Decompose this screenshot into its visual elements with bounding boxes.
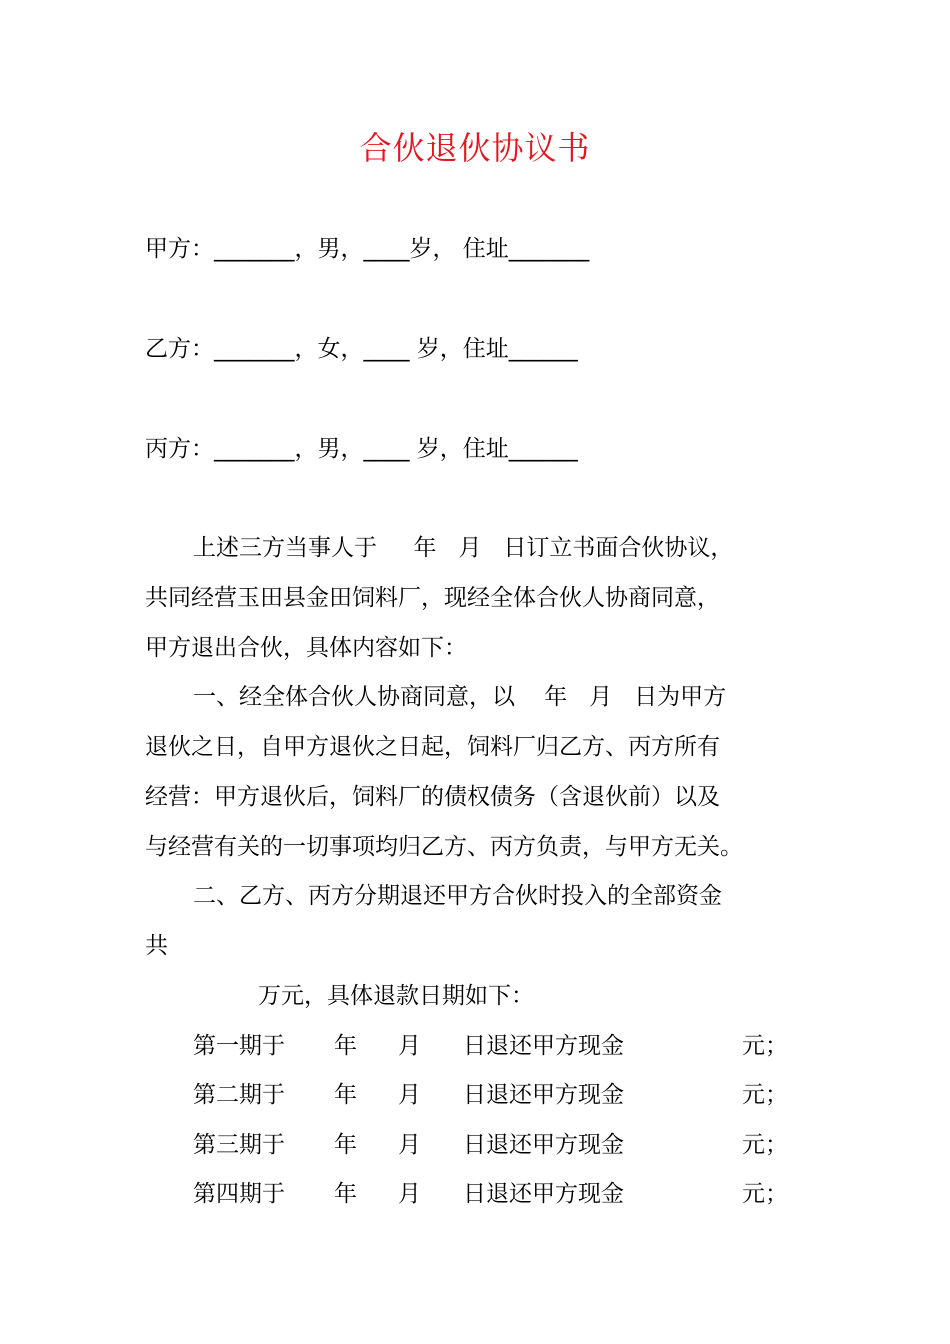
party-a-line: 甲方：_______，男，____岁， 住址_______ [145,236,590,262]
payment-month: 月 [398,1132,421,1158]
payment-text: 日退还甲方现金 [463,1181,624,1207]
clause-2-line-2: 共 [145,933,168,959]
payment-unit: 元； [742,1132,788,1158]
clause-2-line-1: 二、乙方、丙方分期退还甲方合伙时投入的全部资金 [193,883,722,909]
payment-period: 第四期于 [193,1181,285,1207]
payment-period: 第三期于 [193,1132,285,1158]
clause-1-line-1: 一、经全体合伙人协商同意，以 年 月 日为甲方 [193,684,727,710]
payment-unit: 元； [742,1033,788,1059]
payment-text: 日退还甲方现金 [463,1132,624,1158]
clause-2-line-3: 万元，具体退款日期如下： [258,983,534,1009]
intro-line-3: 甲方退出合伙，具体内容如下： [145,635,467,661]
payment-month: 月 [398,1033,421,1059]
payment-unit: 元； [742,1181,788,1207]
payment-unit: 元； [742,1082,788,1108]
payment-year: 年 [334,1082,357,1108]
intro-line-2: 共同经营玉田县金田饲料厂，现经全体合伙人协商同意， [145,585,720,611]
clause-1-line-3: 经营：甲方退伙后，饲料厂的债权债务（含退伙前）以及 [145,784,720,810]
payment-text: 日退还甲方现金 [463,1082,624,1108]
payment-year: 年 [334,1033,357,1059]
clause-1-line-4: 与经营有关的一切事项均归乙方、丙方负责，与甲方无关。 [145,834,743,860]
payment-month: 月 [398,1181,421,1207]
payment-month: 月 [398,1082,421,1108]
document-title: 合伙退伙协议书 [359,129,591,167]
clause-1-line-2: 退伙之日，自甲方退伙之日起，饲料厂归乙方、丙方所有 [145,734,720,760]
intro-line-1: 上述三方当事人于 年 月 日订立书面合伙协议， [193,535,734,561]
payment-text: 日退还甲方现金 [463,1033,624,1059]
payment-year: 年 [334,1181,357,1207]
payment-period: 第一期于 [193,1033,285,1059]
payment-period: 第二期于 [193,1082,285,1108]
party-c-line: 丙方：_______，男，____ 岁，住址______ [145,436,578,462]
party-b-line: 乙方：_______，女，____ 岁，住址______ [145,336,578,362]
payment-year: 年 [334,1132,357,1158]
